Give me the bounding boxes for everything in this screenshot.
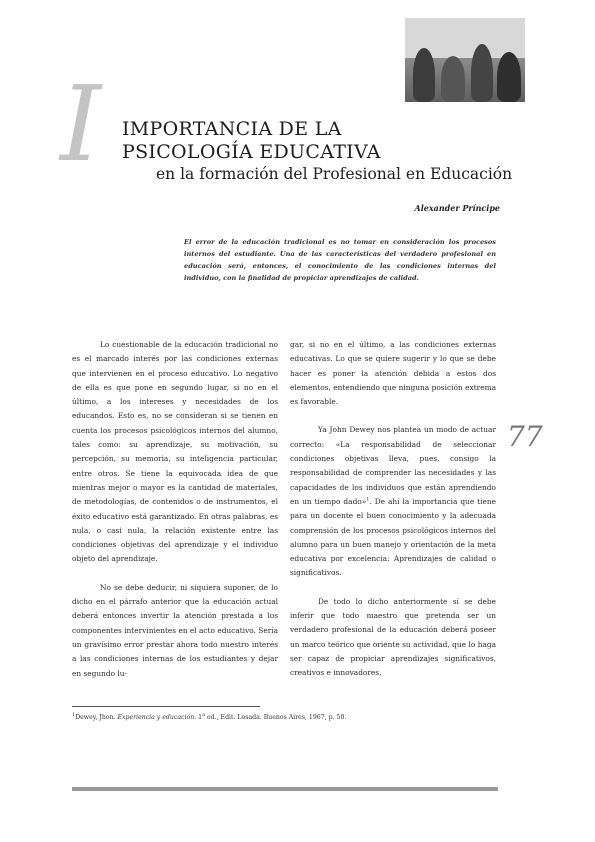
paragraph-text: . De ahí la importancia que tiene para un docente el buen conocimiento y la adecuada comprensión de los procesos psicológicos internos del alumno para un buen manejo y orientación de la meta educativa por excelencia: Aprendizajes de calidad o significativos. xyxy=(290,496,496,578)
title-line-2: PSICOLOGÍA EDUCATIVA xyxy=(122,141,381,163)
paragraph: No se debe deducir, ni siquiera suponer, de lo dicho en el párrafo anterior que la educación actual deberá entonces invertir la atención prestada a los componentes intervinientes en el acto educativo. Sería un gravísimo error prestar ahora todo nuestro interés a las condiciones internas de los estudiantes y dejar en segundo lu- xyxy=(72,582,278,678)
dewey-quote: Ya John Dewey nos plantea un modo de actuar correcto: «La responsabilidad de seleccionar condiciones objetivas lleva, pues, consigo la responsabilidad de comprender las necesidades y las capacidades de los individuos que están aprendiendo en un tiempo dado» xyxy=(290,425,496,506)
paragraph-with-quote xyxy=(290,423,496,580)
paragraph: Lo cuestionable de la educación tradicional no es el marcado interés por las condiciones externas que intervienen en el proceso educativo. Lo negativo de ella es que pone en segundo lugar, si no en el último, a los intereses y necesidades de los educandos. Esto es, no se consideran si se tienen en cuenta los procesos psicológicos internos del alumno, tales como: su aprendizaje, su motivación, su percepción, su memoria, su inteligencia particular, entre otros. Se tiene la equivocada idea de que mientras mejor o mayor es la cantidad de materiales, de metodologías, de contenidos o de instrumentos, el éxito educativo está garantizado. En otras palabras, es nula, o casi nula, la relación existente entre las condiciones objetivas del aprendizaje y el individuo objeto del aprendizaje. xyxy=(72,340,278,564)
bottom-rule xyxy=(72,787,498,791)
footnote-details: ed., Edit. Losada. Buenos Aires, 1967, p. 50. xyxy=(207,714,347,721)
article-title xyxy=(122,118,522,164)
page-number: 77 xyxy=(507,420,543,453)
title-line-1: IMPORTANCIA DE LA xyxy=(122,118,342,140)
photo-person xyxy=(471,44,493,102)
article-subtitle: en la formación del Profesional en Educación xyxy=(156,165,513,183)
photo-person xyxy=(441,56,465,102)
paragraph: De todo lo dicho anteriormente sí se debe inferir que todo maestro que pretenda ser un verdadero profesional de la educación deberá poseer un marco teórico que oriente su actividad, que lo haga ser capaz de propiciar aprendizajes significativos, creativos e innovadores, xyxy=(290,596,496,678)
right-column xyxy=(290,338,496,681)
decorative-initial: I xyxy=(60,63,102,185)
paragraph: gar, si no en el último, a las condiciones externas educativas. Lo que se quiere sugerir y lo que se debe hacer es poner la atención debida a estos dos elementos, entendiendo que ninguna posición extrema es favorable. xyxy=(290,340,496,407)
footnote-number: 1 xyxy=(72,711,76,718)
left-column xyxy=(72,338,278,681)
photo-person xyxy=(497,52,521,102)
header-photo xyxy=(405,18,525,102)
footnote-edition-sup: a xyxy=(202,711,206,718)
footnote-ref[interactable]: 1 xyxy=(366,496,370,503)
footnote-author: Dewey, Jhon. xyxy=(75,714,116,721)
photo-person xyxy=(413,48,435,102)
footnote-edition-number: 1 xyxy=(198,714,203,721)
footnote-divider xyxy=(72,706,260,707)
abstract: El error de la educación tradicional es no tomar en consideración los procesos internos del estudiante. Una de las características del verdadero profesional en educación será, entonces, el conocimiento de las condiciones internas del individuo, con la finalidad de propiciar aprendizajes de calidad. xyxy=(184,238,496,282)
footnote xyxy=(72,713,502,723)
author-name: Alexander Príncipe xyxy=(414,203,500,213)
footnote-work: Experiencia y educación. xyxy=(117,714,197,721)
